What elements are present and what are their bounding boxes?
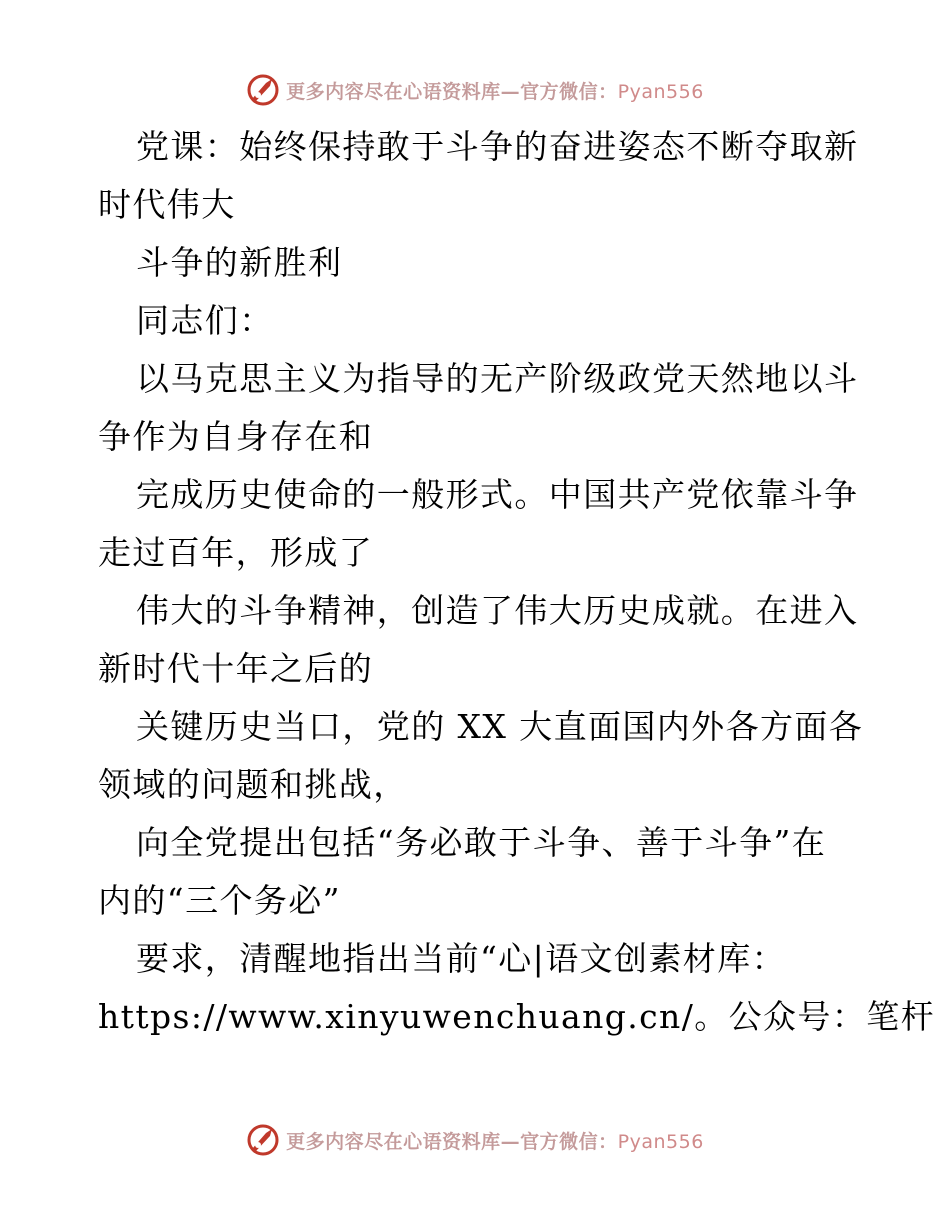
watermark-text: 更多内容尽在心语资料库—官方微信：Pyan556: [286, 80, 704, 103]
text-line: 斗争的新胜利: [136, 243, 343, 282]
text-line: 新时代十年之后的: [98, 649, 374, 688]
text-line: 以马克思主义为指导的无产阶级政党天然地以斗: [136, 359, 859, 398]
text-line: 同志们：: [136, 301, 274, 340]
text-line: 完成历史使命的一般形式。中国共产党依靠斗争: [136, 475, 859, 514]
text-line: 领域的问题和挑战，: [98, 765, 408, 804]
text-line: 争作为自身存在和: [98, 417, 374, 456]
text-line: 要求，清醒地指出当前“心|语文创素材库：: [136, 939, 786, 978]
text-line: 走过百年，形成了: [98, 533, 374, 572]
watermark-text: 更多内容尽在心语资料库—官方微信：Pyan556: [286, 1130, 704, 1153]
brush-logo-icon: [246, 1123, 280, 1157]
footer-watermark: [0, 1120, 950, 1160]
text-line: 向全党提出包括“务必敢于斗争、善于斗争”在: [136, 823, 827, 862]
brush-logo-icon: [246, 73, 280, 107]
url-text-line: https://www.xinyuwenchuang.cn/。公众号：笔杆: [98, 997, 936, 1036]
text-line: 时代伟大: [98, 185, 236, 224]
text-line: 内的“三个务必”: [98, 881, 341, 920]
text-line: 伟大的斗争精神，创造了伟大历史成就。在进入: [136, 591, 859, 630]
text-line: 党课：始终保持敢于斗争的奋进姿态不断夺取新: [136, 127, 859, 166]
text-line: 关键历史当口，党的 XX 大直面国内外各方面各: [136, 707, 864, 746]
document-body: [98, 118, 936, 1046]
header-watermark: [0, 70, 950, 110]
